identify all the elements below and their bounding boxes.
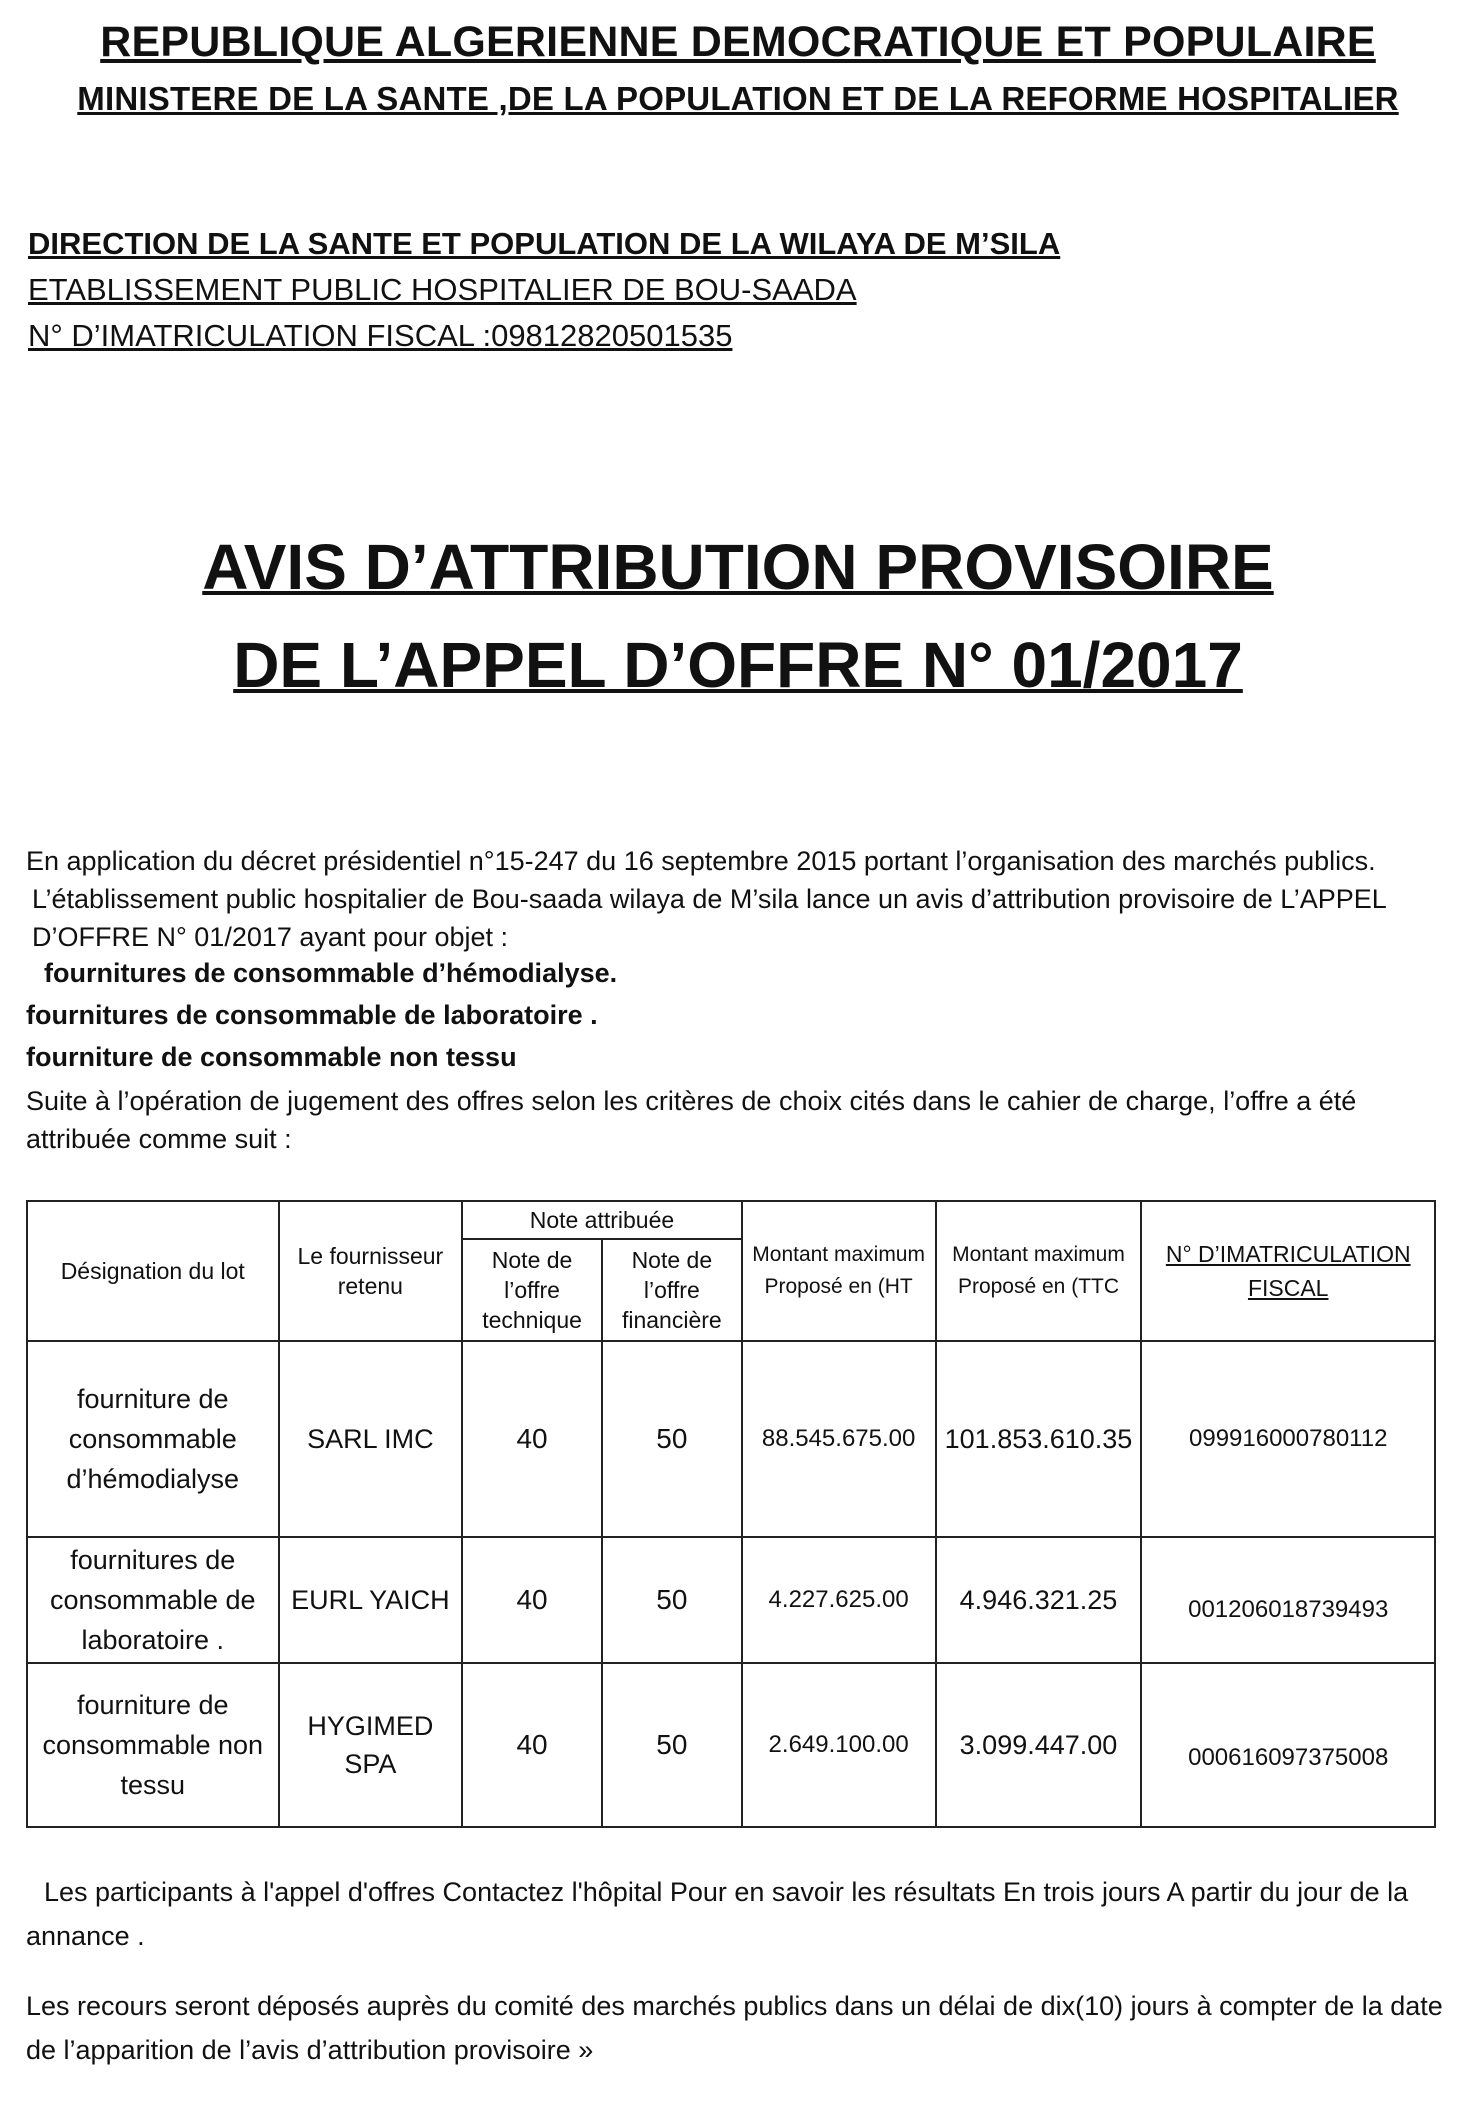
attribution-table xyxy=(26,1200,1436,1828)
intro-paragraph xyxy=(26,842,1456,956)
cell-amount-ttc: 3.099.447.00 xyxy=(936,1663,1142,1827)
cell-note-tech: 40 xyxy=(462,1341,602,1537)
notice-title-line1: AVIS D’ATTRIBUTION PROVISOIRE xyxy=(202,531,1274,603)
object-item-hemodialyse: fournitures de consommable d’hémodialyse. xyxy=(44,958,618,988)
participants-paragraph xyxy=(26,1870,1446,1958)
cell-fiscal: 099916000780112 xyxy=(1141,1341,1435,1537)
header-amount-ht: Montant maximum Proposé en (HT xyxy=(742,1201,936,1341)
cell-note-fin: 50 xyxy=(602,1341,742,1537)
cell-amount-ht: 4.227.625.00 xyxy=(742,1537,936,1663)
object-item-laboratoire: fournitures de consommable de laboratoire . xyxy=(26,1000,598,1030)
suite-paragraph: Suite à l’opération de jugement des offres selon les critères de choix cités dans le cahier de charge, l’offre a été attribuée comme suit : xyxy=(26,1086,1357,1154)
intro-line-decree: En application du décret présidentiel n°15-247 du 16 septembre 2015 portant l’organisation des marchés publics. xyxy=(26,846,1376,876)
notice-title-line2: DE L’APPEL D’OFFRE N° 01/2017 xyxy=(233,629,1243,701)
header-supplier: Le fournisseur retenu xyxy=(279,1201,463,1341)
cell-supplier: HYGIMED SPA xyxy=(279,1663,463,1827)
table-row xyxy=(27,1663,1435,1827)
cell-fiscal: 000616097375008 xyxy=(1141,1663,1435,1827)
cell-note-fin: 50 xyxy=(602,1537,742,1663)
header-amount-ttc: Montant maximum Proposé en (TTC xyxy=(936,1201,1142,1341)
establishment-line: ETABLISSEMENT PUBLIC HOSPITALIER DE BOU-SAADA xyxy=(28,272,857,307)
cell-fiscal: 001206018739493 xyxy=(1141,1537,1435,1663)
header-note-group: Note attribuée xyxy=(462,1201,742,1239)
cell-amount-ht: 88.545.675.00 xyxy=(742,1341,936,1537)
cell-amount-ttc: 101.853.610.35 xyxy=(936,1341,1142,1537)
cell-note-tech: 40 xyxy=(462,1537,602,1663)
table-row xyxy=(27,1537,1435,1663)
ministry-heading: MINISTERE DE LA SANTE ,DE LA POPULATION ET DE LA REFORME HOSPITALIER xyxy=(77,80,1399,117)
cell-note-fin: 50 xyxy=(602,1663,742,1827)
recours-paragraph: Les recours seront déposés auprès du comité des marchés publics dans un délai de dix(10) jours à compter de la date de l’apparition de l’avis d’attribution provisoire » xyxy=(26,1991,1443,2065)
cell-amount-ht: 2.649.100.00 xyxy=(742,1663,936,1827)
cell-lot: fourniture de consommable d’hémodialyse xyxy=(27,1341,279,1537)
table-row xyxy=(27,1341,1435,1537)
fiscal-number-line: N° D’IMATRICULATION FISCAL :09812820501535 xyxy=(28,318,733,353)
cell-supplier: SARL IMC xyxy=(279,1341,463,1537)
cell-supplier: EURL YAICH xyxy=(279,1537,463,1663)
header-fiscal: N° D’IMATRICULATION FISCAL xyxy=(1141,1201,1435,1341)
direction-line: DIRECTION DE LA SANTE ET POPULATION DE LA WILAYA DE M’SILA xyxy=(28,226,1061,261)
intro-line-establishment: L’établissement public hospitalier de Bou-saada wilaya de M’sila lance un avis d’attribution provisoire de L’APPEL D’OFFRE N° 01/2017 ayant pour objet : xyxy=(32,884,1386,952)
cell-amount-ttc: 4.946.321.25 xyxy=(936,1537,1142,1663)
participants-text: Les participants à l'appel d'offres Contactez l'hôpital Pour en savoir les résultats En trois jours A partir du jour de la annance . xyxy=(26,1877,1409,1951)
object-item-non-tessu: fourniture de consommable non tessu xyxy=(26,1042,517,1072)
header-lot: Désignation du lot xyxy=(27,1201,279,1341)
cell-note-tech: 40 xyxy=(462,1663,602,1827)
cell-lot: fourniture de consommable non tessu xyxy=(27,1663,279,1827)
cell-lot: fournitures de consommable de laboratoire . xyxy=(27,1537,279,1663)
header-note-tech: Note de l’offre technique xyxy=(462,1239,602,1341)
header-note-fin: Note de l’offre financière xyxy=(602,1239,742,1341)
republic-heading: REPUBLIQUE ALGERIENNE DEMOCRATIQUE ET POPULAIRE xyxy=(100,18,1376,66)
